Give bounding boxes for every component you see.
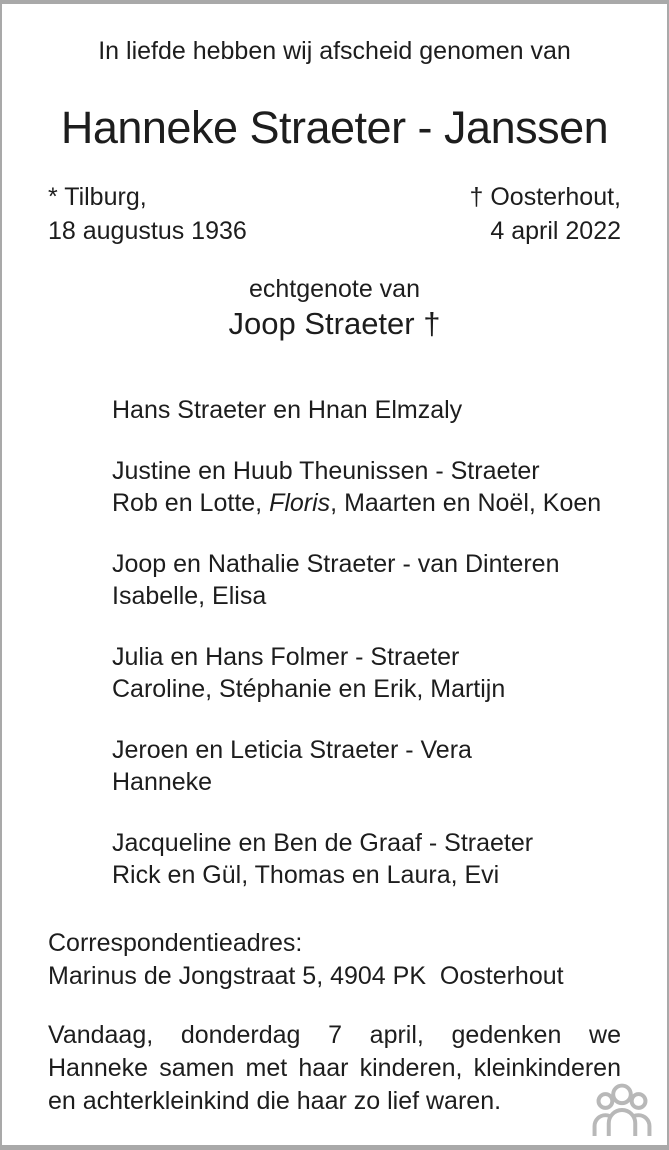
family-group-line: Jacqueline en Ben de Graaf - Straeter [112, 829, 534, 857]
family-group [112, 827, 627, 891]
death-place-line [470, 180, 622, 214]
death-place: Oosterhout, [490, 183, 621, 211]
family-group [112, 641, 627, 705]
italic-name: Floris [269, 489, 331, 517]
family-group-line: Julia en Hans Folmer - Straeter [112, 643, 460, 671]
family-icon [590, 1083, 654, 1136]
closing-paragraph: Vandaag, donderdag 7 april, gedenken we Hanneke samen met haar kinderen, kleinkinderen en achterkleinkind die haar zo lief waren. [48, 1021, 621, 1115]
spouse-deceased-symbol: † [423, 306, 441, 341]
birth-symbol: * [48, 183, 58, 211]
birth-place: Tilburg, [64, 183, 147, 211]
death-symbol: † [469, 183, 484, 211]
family-group-line: Caroline, Stéphanie en Erik, Martijn [112, 675, 506, 703]
family-group-line: Rick en Gül, Thomas en Laura, Evi [112, 861, 500, 889]
family-group-line: Justine en Huub Theunissen - Straeter [112, 457, 540, 485]
correspondence-label: Correspondentieadres: [48, 929, 303, 957]
family-group-line: Hans Straeter en Hnan Elmzaly [112, 396, 463, 424]
birth-block [48, 180, 247, 248]
family-group [112, 455, 627, 519]
birth-place-line [48, 180, 247, 214]
deceased-name: Hanneke Straeter - Janssen [60, 102, 609, 153]
death-block [470, 180, 622, 248]
intro-line: In liefde hebben wij afscheid genomen van [98, 37, 571, 65]
family-group [112, 734, 627, 798]
birth-date: 18 augustus 1936 [48, 217, 247, 245]
death-date: 4 april 2022 [490, 217, 621, 245]
correspondence-block [48, 927, 621, 993]
family-groups-list [112, 394, 627, 891]
family-group-line: Rob en Lotte, Floris, Maarten en Noël, Koen [112, 489, 602, 517]
family-group-line: Hanneke [112, 768, 213, 796]
family-group [112, 548, 627, 612]
family-group-line: Isabelle, Elisa [112, 582, 267, 610]
correspondence-address: Marinus de Jongstraat 5, 4904 PK Oosterhout [48, 962, 564, 990]
birth-death-row [2, 180, 667, 248]
family-group [112, 394, 627, 426]
family-group-line: Joop en Nathalie Straeter - van Dinteren [112, 550, 560, 578]
spouse-intro: echtgenote van [249, 275, 420, 303]
spouse-name: Joop Straeter † [228, 306, 441, 341]
family-group-line: Jeroen en Leticia Straeter - Vera [112, 736, 472, 764]
